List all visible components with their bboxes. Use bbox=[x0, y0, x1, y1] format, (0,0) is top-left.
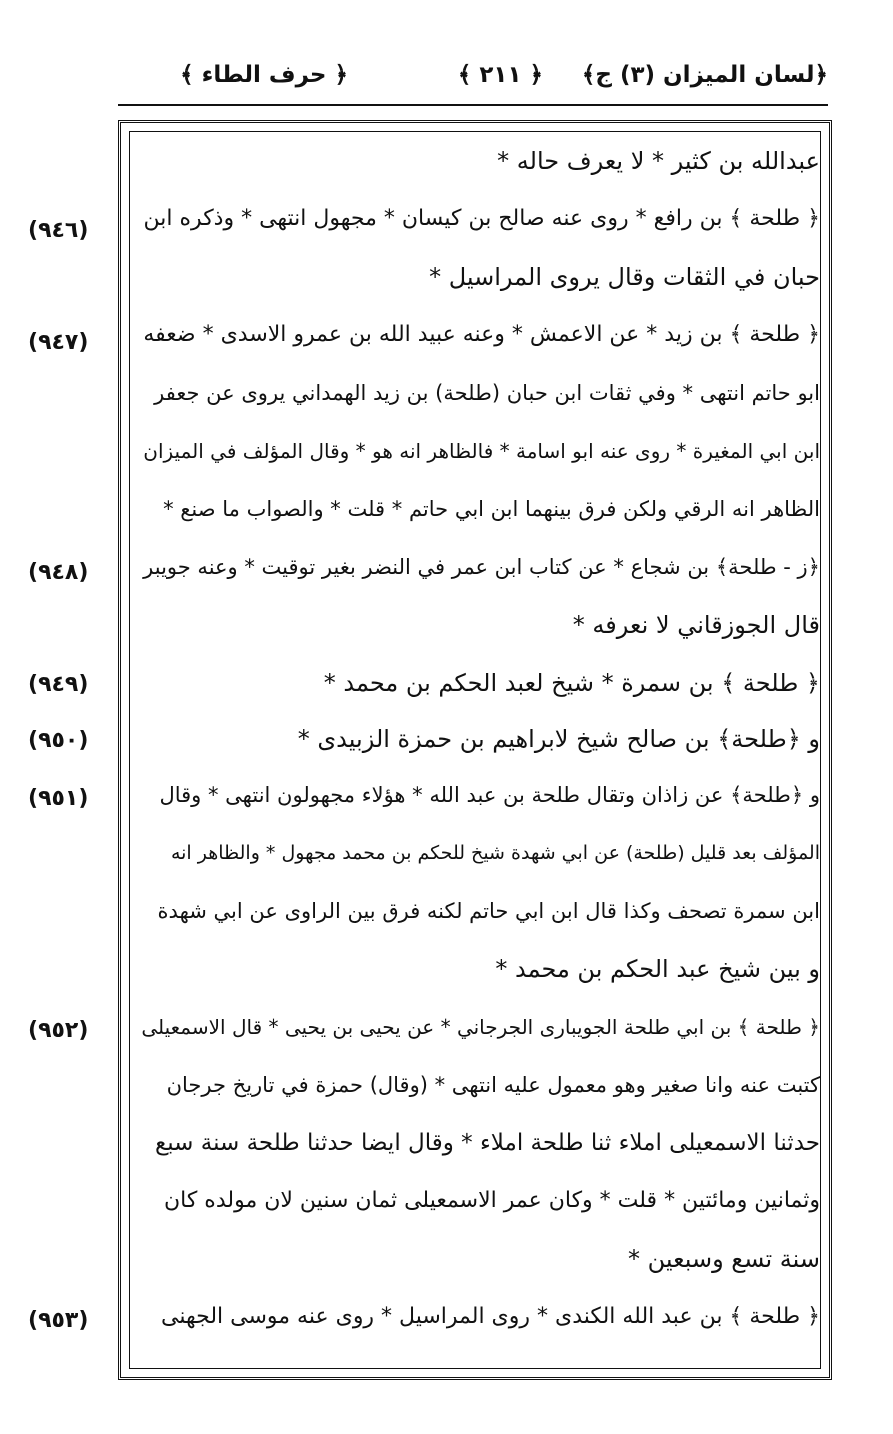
entry-number: (٩٥٣) bbox=[28, 1308, 89, 1333]
page-number: ﴿ ٢١١ ﴾ bbox=[457, 62, 543, 88]
text-line: الظاهر انه الرقي ولكن فرق بينهما ابن ابي حاتم * قلت * والصواب ما صنع * bbox=[163, 497, 820, 521]
book-title: ﴿لسان الميزان (٣) ج﴾ bbox=[581, 62, 828, 88]
text-line: ابو حاتم انتهى * وفي ثقات ابن حبان (طلحة) بن زيد الهمداني يروى عن جعفر bbox=[154, 381, 820, 405]
text-line: حدثنا الاسمعيلى املاء ثنا طلحة املاء * وقال ايضا حدثنا طلحة سنة سبع bbox=[154, 1130, 820, 1156]
entry-number: (٩٤٧) bbox=[28, 330, 89, 355]
text-line: ﴿ طلحة ﴾ بن زيد * عن الاعمش * وعنه عبيد الله بن عمرو الاسدى * ضعفه bbox=[143, 322, 820, 347]
text-line: و ﴿طلحة﴾ عن زاذان وتقال طلحة بن عبد الله * هؤلاء مجهولون انتهى * وقال bbox=[159, 783, 820, 807]
text-line: و ﴿طلحة﴾ بن صالح شيخ لابراهيم بن حمزة الزبيدى * bbox=[297, 725, 820, 753]
text-line: ﴿ طلحة ﴾ بن ابي طلحة الجويبارى الجرجاني * عن يحيى بن يحيى * قال الاسمعيلى bbox=[141, 1015, 820, 1039]
text-line: قال الجوزقاني لا نعرفه * bbox=[572, 611, 820, 639]
text-line: عبدالله بن كثير * لا يعرف حاله * bbox=[497, 147, 820, 175]
entry-number: (٩٥١) bbox=[28, 786, 89, 811]
text-line: و بين شيخ عبد الحكم بن محمد * bbox=[495, 955, 820, 983]
text-line: ﴿ز - طلحة﴾ بن شجاع * عن كتاب ابن عمر في النضر بغير توقيت * وعنه جويبر bbox=[143, 555, 820, 579]
chapter-title: ﴿ حرف الطاء ﴾ bbox=[180, 62, 348, 88]
text-line: المؤلف بعد قليل (طلحة) عن ابي شهدة شيخ للحكم بن محمد مجهول * والظاهر انه bbox=[170, 842, 820, 864]
text-line: سنة تسع وسبعين * bbox=[628, 1245, 820, 1273]
header-rule bbox=[118, 104, 828, 106]
text-line: ﴿ طلحة ﴾ بن رافع * روى عنه صالح بن كيسان * مجهول انتهى * وذكره ابن bbox=[143, 206, 820, 231]
text-line: ﴿ طلحة ﴾ بن سمرة * شيخ لعبد الحكم بن محمد * bbox=[323, 669, 820, 697]
text-line: ﴿ طلحة ﴾ بن عبد الله الكندى * روى المراسيل * روى عنه موسى الجهنى bbox=[161, 1304, 820, 1329]
entry-number: (٩٥٠) bbox=[28, 728, 89, 753]
entry-number: (٩٥٢) bbox=[28, 1018, 89, 1043]
text-line: حبان في الثقات وقال يروى المراسيل * bbox=[429, 263, 820, 291]
entry-number: (٩٤٩) bbox=[28, 672, 89, 697]
text-line: ابن سمرة تصحف وكذا قال ابن ابي حاتم لكنه فرق بين الراوى عن ابي شهدة bbox=[157, 899, 820, 923]
text-line: وثمانين ومائتين * قلت * وكان عمر الاسمعيلى ثمان سنين لان مولده كان bbox=[163, 1188, 820, 1213]
text-line: كتبت عنه وانا صغير وهو معمول عليه انتهى * (وقال) حمزة في تاريخ جرجان bbox=[166, 1073, 820, 1097]
entry-number: (٩٤٨) bbox=[28, 560, 89, 585]
text-line: ابن ابي المغيرة * روى عنه ابو اسامة * فالظاهر انه هو * وقال المؤلف في الميزان bbox=[143, 439, 820, 463]
running-header bbox=[118, 58, 828, 98]
entry-number: (٩٤٦) bbox=[28, 218, 89, 243]
